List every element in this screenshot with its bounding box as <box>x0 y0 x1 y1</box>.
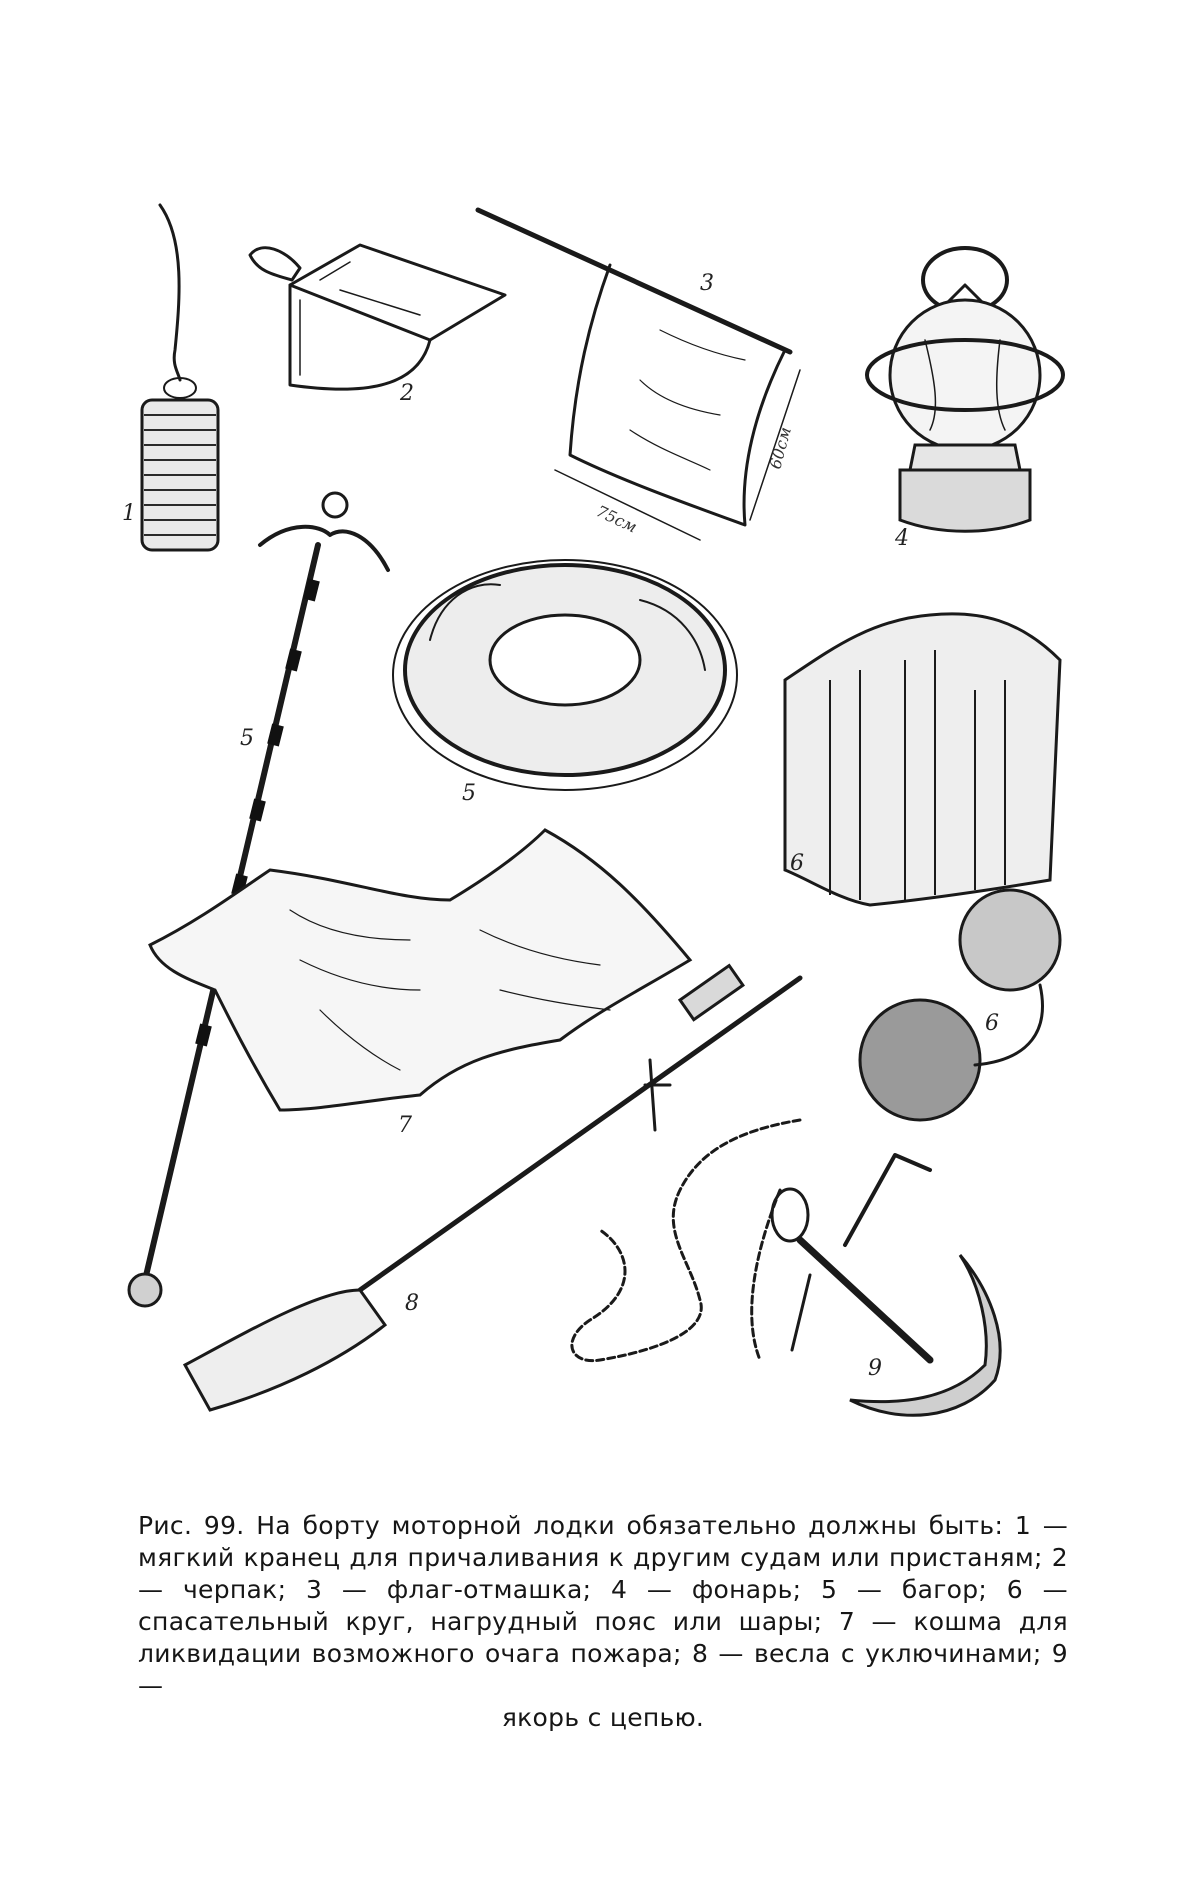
caption-text: Рис. 99. На борту моторной лодки обязательно должны быть: 1 — мягкий кранец для причаливания к другим судам или пристаням; 2 — черпак; 3 — флаг-отмашка; 4 — фонарь; 5 — багор; 6 — спасательный круг, нагрудный пояс или шары; 7 — кошма для ликвидации возможного очага пожара; 8 — весла с уключинами; 9 — <box>138 1511 1068 1700</box>
label-5-hook: 5 <box>240 726 254 751</box>
flag-width-dimension: 75см <box>593 501 640 537</box>
lantern-drawing <box>867 248 1063 551</box>
lifevest-drawing <box>785 614 1060 905</box>
label-6-vest: 6 <box>790 851 804 876</box>
label-8: 8 <box>405 1291 419 1316</box>
figure-caption <box>138 1510 1068 1734</box>
label-2: 2 <box>400 381 414 406</box>
scoop-drawing <box>250 245 505 406</box>
label-6-balls: 6 <box>985 1011 999 1036</box>
fender-drawing <box>122 205 218 550</box>
felt-blanket-drawing <box>150 830 690 1138</box>
label-4: 4 <box>895 526 909 551</box>
label-3: 3 <box>700 271 714 296</box>
caption-last-line: якорь с цепью. <box>501 1703 705 1732</box>
floatballs-drawing <box>860 890 1060 1120</box>
label-5-lifebuoy: 5 <box>462 781 476 806</box>
label-7: 7 <box>398 1113 412 1138</box>
anchor-drawing <box>572 1120 1000 1415</box>
label-1: 1 <box>122 501 136 526</box>
lifebuoy-drawing <box>393 560 737 806</box>
flag-height-dimension: 60см <box>765 424 795 472</box>
label-9: 9 <box>868 1356 882 1381</box>
flag-drawing <box>478 210 800 540</box>
